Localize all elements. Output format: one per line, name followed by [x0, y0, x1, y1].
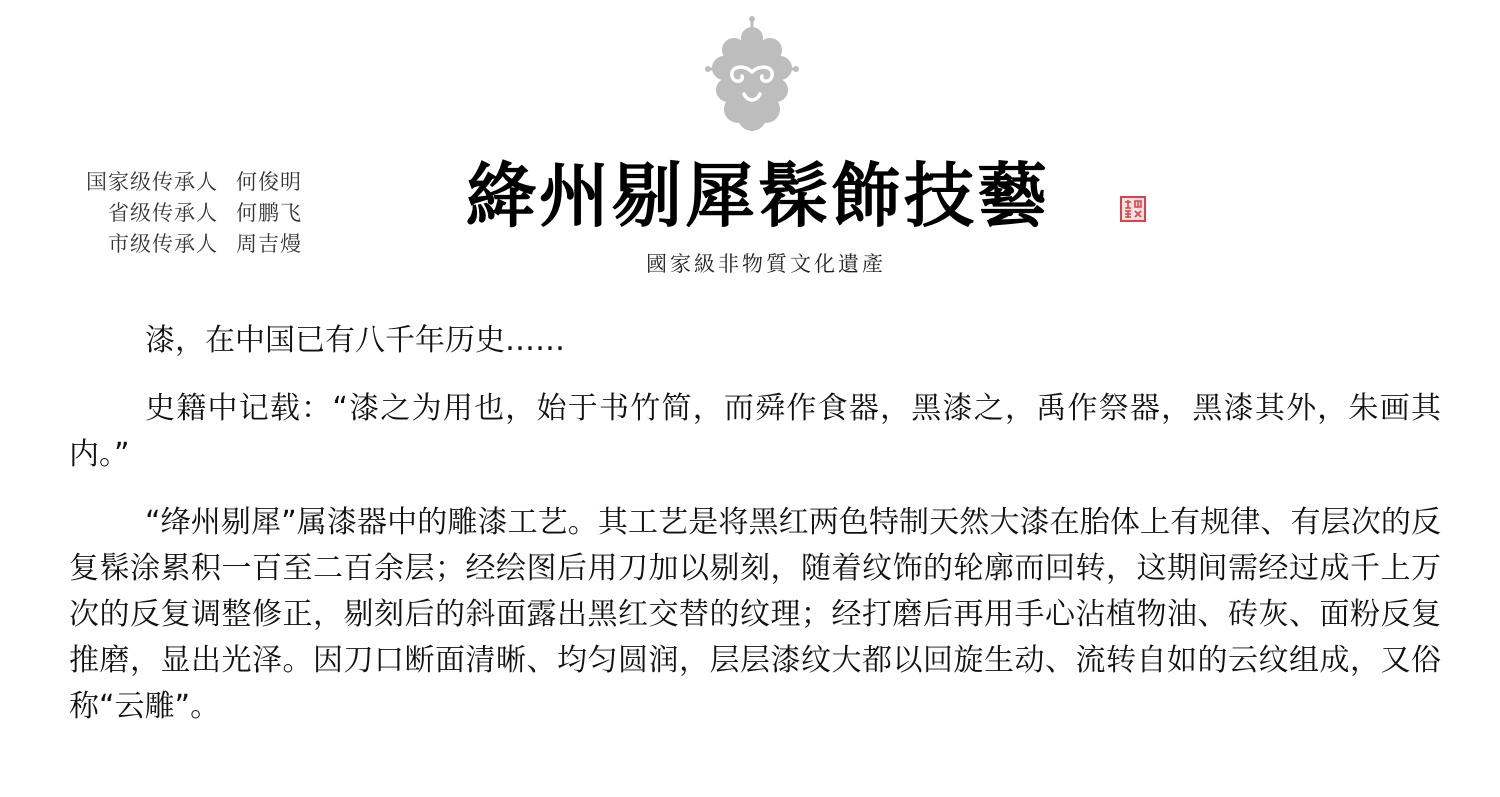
red-seal-stamp-icon: [1120, 196, 1146, 222]
article-paragraph: “绛州剔犀”属漆器中的雕漆工艺。其工艺是将黑红两色特制天然大漆在胎体上有规律、有层次的反复髹涂累积一百至二百余层；经绘图后用刀加以剔刻，随着纹饰的轮廓而回转，这期间需经过成千上万次的反复调整修正，剔刻后的斜面露出黑红交替的纹理；经打磨后再用手心沾植物油、砖灰、面粉反复推磨，显出光泽。因刀口断面清晰、均匀圆润，层层漆纹大都以回旋生动、流转自如的云纹组成，又俗称“云雕”。: [69, 505, 1441, 724]
ruyi-cloud-icon: [700, 14, 804, 132]
heir-level: 省级传承人: [108, 201, 218, 225]
heir-row: [86, 198, 302, 229]
heir-list: [86, 167, 302, 260]
article-body: [69, 318, 1441, 752]
page-subtitle: 國家級非物質文化遺產: [646, 252, 886, 276]
heir-level: 国家级传承人: [86, 170, 218, 194]
heir-level: 市级传承人: [108, 232, 218, 256]
article-paragraph: 史籍中记载：“漆之为用也，始于书竹简，而舜作食器，黑漆之，禹作祭器，黑漆其外，朱画其内。”: [69, 391, 1441, 472]
heir-name: 周吉熳: [236, 232, 302, 256]
heir-row: [86, 167, 302, 198]
article-paragraph: 漆，在中国已有八千年历史……: [145, 323, 565, 358]
page-title: 絳州剔犀髹飾技藝: [466, 154, 1050, 237]
heir-name: 何俊明: [236, 170, 302, 194]
heir-name: 何鹏飞: [236, 201, 302, 225]
heir-row: [86, 229, 302, 260]
